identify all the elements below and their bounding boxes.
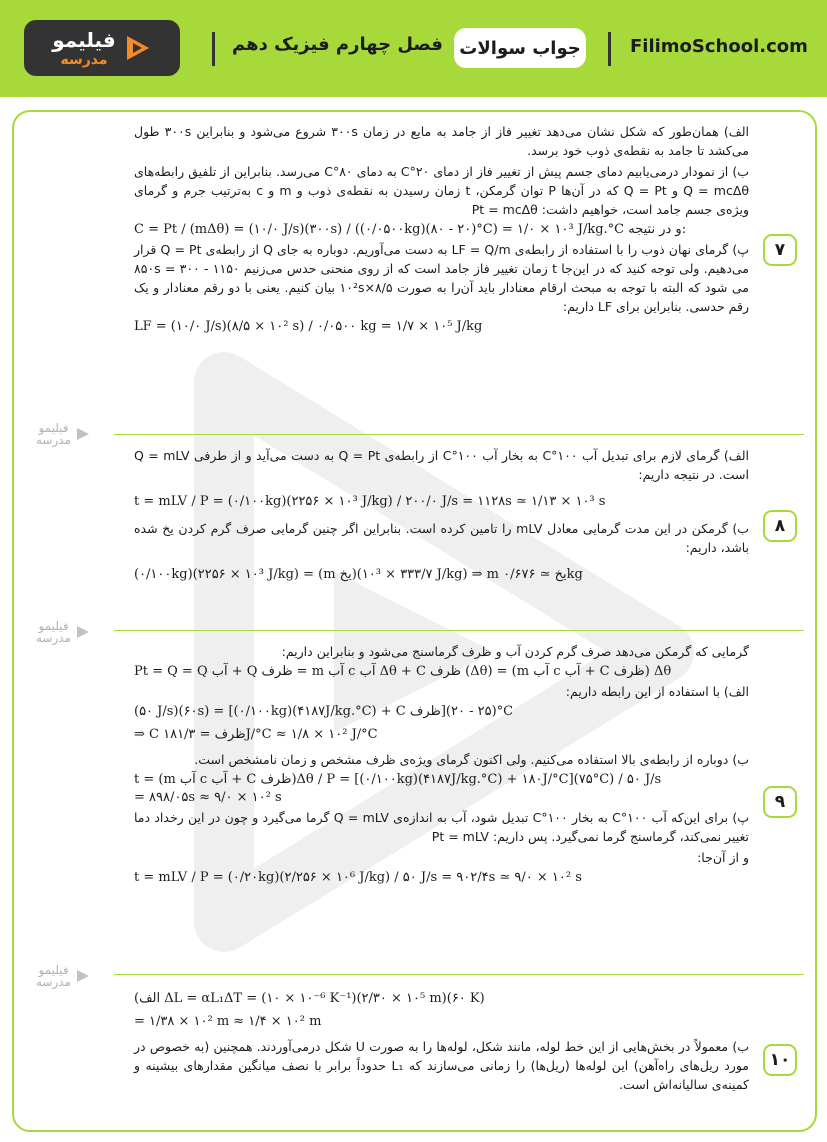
section-divider — [114, 630, 804, 631]
answer-text: ب) از نمودار درمی‌یابیم دمای جسم پیش از تغییر فاز از دمای ۲۰°C به دمای ۸۰°C می‌رسد. بنابراین از تلفیق رابطه‌های Q = mcΔθ و Q = Pt که در آن‌ها P توان گرمکن، t زمان رسیدن به نقطه‌ی ذوب و m و c به‌ترتیب جرم و گرمای ویژه‌ی جسم جامد است، خواهیم داشت: Pt = mcΔθ — [134, 164, 750, 217]
header-divider — [608, 32, 611, 66]
question-number: ۹ — [763, 786, 797, 818]
answer-text: پ) گرمای نهان ذوب را با استفاده از رابطه‌ی LF = Q/m به دست می‌آوریم. دوباره به جای Q از رابطه‌ی Q = Pt قرار می‌دهیم. ولی توجه کنید که در این‌جا t زمان تغییر فاز جامد است که از روی منحنی حدس می‌زنیم ۸۵۰s = ۳۰۰ - ۱۱۵۰ می شود که البته با توجه به مبحث ارقام معنادار باید آن‌را به صورت ۸/۵×۱۰²s بیان کنیم. یعنی با دو رقم معنادار و یک رقم حدسی. بنابراین برای LF داریم: — [134, 242, 750, 314]
answer-formula: LF = (۱۰/۰ J/s)(۸/۵ × ۱۰² s) / ۰/۰۵۰۰ kg = ۱/۷ × ۱۰⁵ J/kg — [134, 319, 483, 334]
answer-formula: (۵۰ J/s)(۶۰s) = [(۰/۱۰۰kg)(۴۱۸۷J/kg.°C) + C ظرف](۲۵ - ۲۰)°C — [134, 704, 514, 719]
watermark-main: فیلیمو — [38, 619, 69, 633]
answer-formula: C = Pt / (mΔθ) = (۱۰/۰ J/s)(۳۰۰s) / ((۰/۰۵۰۰kg)(۸۰ - ۲۰)°C) = ۱/۰ × ۱۰³ J/kg.°C و در نتیجه: — [134, 222, 687, 237]
answers-frame — [12, 110, 817, 1132]
logo-main-text: فیلیمو — [52, 27, 116, 52]
answer-text: ب) دوباره از رابطه‌ی بالا استفاده می‌کنیم. ولی اکنون گرمای ویژه‌ی ظرف مشخص و زمان نامشخص است. — [194, 752, 749, 767]
section-divider — [114, 434, 804, 435]
watermark-sub: مدرسه — [36, 631, 72, 645]
answer-formula: t = (m آب c آب + C ظرف)Δθ / P = [(۰/۱۰۰kg)(۴۱۸۷J/kg.°C) + ۱۸۰J/°C](۷۵°C) / ۵۰ J/s — [134, 772, 662, 787]
answer-text: پ) برای این‌که آب ۱۰۰°C به بخار ۱۰۰°C تبدیل شود، آب به اندازه‌ی Q = mLV گرما می‌گیرد و چون در این رخداد دما تغییر نمی‌کند، گرماسنج گرما نمی‌گیرد. پس داریم: Pt = mLV — [134, 810, 749, 844]
filimo-school-logo — [24, 20, 180, 76]
chapter-title: فصل چهارم فیزیک دهم — [232, 34, 443, 55]
watermark-logo — [36, 964, 91, 988]
answer-formula: (الف ΔL = αL₁ΔT = (۱۰ × ۱۰⁻⁶ K⁻¹)(۲/۳۰ × ۱۰⁵ m)(۶۰ K) — [134, 991, 485, 1006]
logo-sub-text: مدرسه — [60, 51, 108, 68]
answer-text: و از آن‌جا: — [697, 850, 749, 865]
answer-formula: Pt = Q = Q آب + Q ظرف = m آب c آب Δθ + C ظرف (Δθ) = (m آب c آب + C ظرف) Δθ — [134, 664, 672, 679]
answer-formula: = ۱/۳۸ × ۱۰² m ≈ ۱/۴ × ۱۰² m — [134, 1014, 322, 1029]
play-logo-icon — [75, 624, 91, 640]
question-number: ۸ — [763, 510, 797, 542]
answer-text: الف) همان‌طور که شکل نشان می‌دهد تغییر فاز از جامد به مایع در زمان ۳۰۰s شروع می‌شود و بنابراین ۳۰۰s طول می‌کشد تا جامد به نقطه‌ی ذوب خود برسد. — [134, 124, 749, 158]
answer-formula: = ۸۹۸/۰۵s ≈ ۹/۰ × ۱۰² s — [134, 790, 282, 805]
header-banner — [0, 0, 827, 97]
answer-formula: t = mLV / P = (۰/۱۰۰kg)(۲۲۵۶ × ۱۰³ J/kg) / ۲۰۰/۰ J/s = ۱۱۲۸s ≃ ۱/۱۳ × ۱۰³ s — [134, 494, 606, 509]
play-logo-icon — [124, 33, 152, 63]
site-name: FilimoSchool.com — [630, 36, 808, 57]
watermark-main: فیلیمو — [38, 963, 69, 977]
answer-section — [134, 446, 749, 585]
answers-label: جواب سوالات — [454, 28, 586, 68]
question-number: ۷ — [763, 234, 797, 266]
watermark-logo — [36, 422, 91, 446]
answer-text: الف) با استفاده از این رابطه داریم: — [565, 684, 749, 699]
answer-section — [134, 122, 749, 337]
answer-text: الف) گرمای لازم برای تبدیل آب ۱۰۰°C به بخار آب ۱۰۰°C از رابطه‌ی Q = Pt به دست می‌آید و از طرفی Q = mLV است. در نتیجه داریم: — [134, 448, 749, 482]
watermark-logo — [36, 620, 91, 644]
logo-text — [52, 27, 116, 68]
answer-section — [134, 642, 749, 888]
watermark-sub: مدرسه — [36, 433, 72, 447]
answer-text: ب) گرمکن در این مدت گرمایی معادل mLV را تامین کرده است. بنابراین اگر چنین گرمایی صرف گرم کردن یخ شده باشد، داریم: — [134, 521, 749, 555]
watermark-main: فیلیمو — [38, 421, 69, 435]
answer-text: گرمایی که گرمکن می‌دهد صرف گرم کردن آب و ظرف گرماسنج می‌شود و بنابراین داریم: — [281, 644, 749, 659]
watermark-sub: مدرسه — [36, 975, 72, 989]
answer-formula: ⇒ C ظرف = ۱۸۱/۳J/°C ≈ ۱/۸ × ۱۰² J/°C — [134, 727, 378, 742]
play-logo-icon — [75, 968, 91, 984]
answer-section — [134, 988, 749, 1096]
question-number: ۱۰ — [763, 1044, 797, 1076]
answer-formula: (۰/۱۰۰kg)(۲۲۵۶ × ۱۰³ J/kg) = (m یخ)(۳۳۳/۷ × ۱۰³ J/kg) ⇒ m یخ ≃ ۰/۶۷۶kg — [134, 567, 583, 582]
section-divider — [114, 974, 804, 975]
header-divider — [212, 32, 215, 66]
play-logo-icon — [75, 426, 91, 442]
answer-text: ب) معمولاً در بخش‌هایی از این خط لوله، مانند شکل، لوله‌ها را به صورت U شکل درمی‌آوردند. همچنین (به خصوص در مورد ریل‌های راه‌آهن) این لوله‌ها (ریل‌ها) را زمانی می‌سازند که L₁ حدوداً برابر با نصف میانگین مقدارهای بیشینه و کمینه‌ی سالیانه‌اش است. — [134, 1039, 749, 1092]
answer-formula: t = mLV / P = (۰/۲۰kg)(۲/۲۵۶ × ۱۰⁶ J/kg) / ۵۰ J/s = ۹۰۲/۴s ≃ ۹/۰ × ۱۰² s — [134, 870, 582, 885]
